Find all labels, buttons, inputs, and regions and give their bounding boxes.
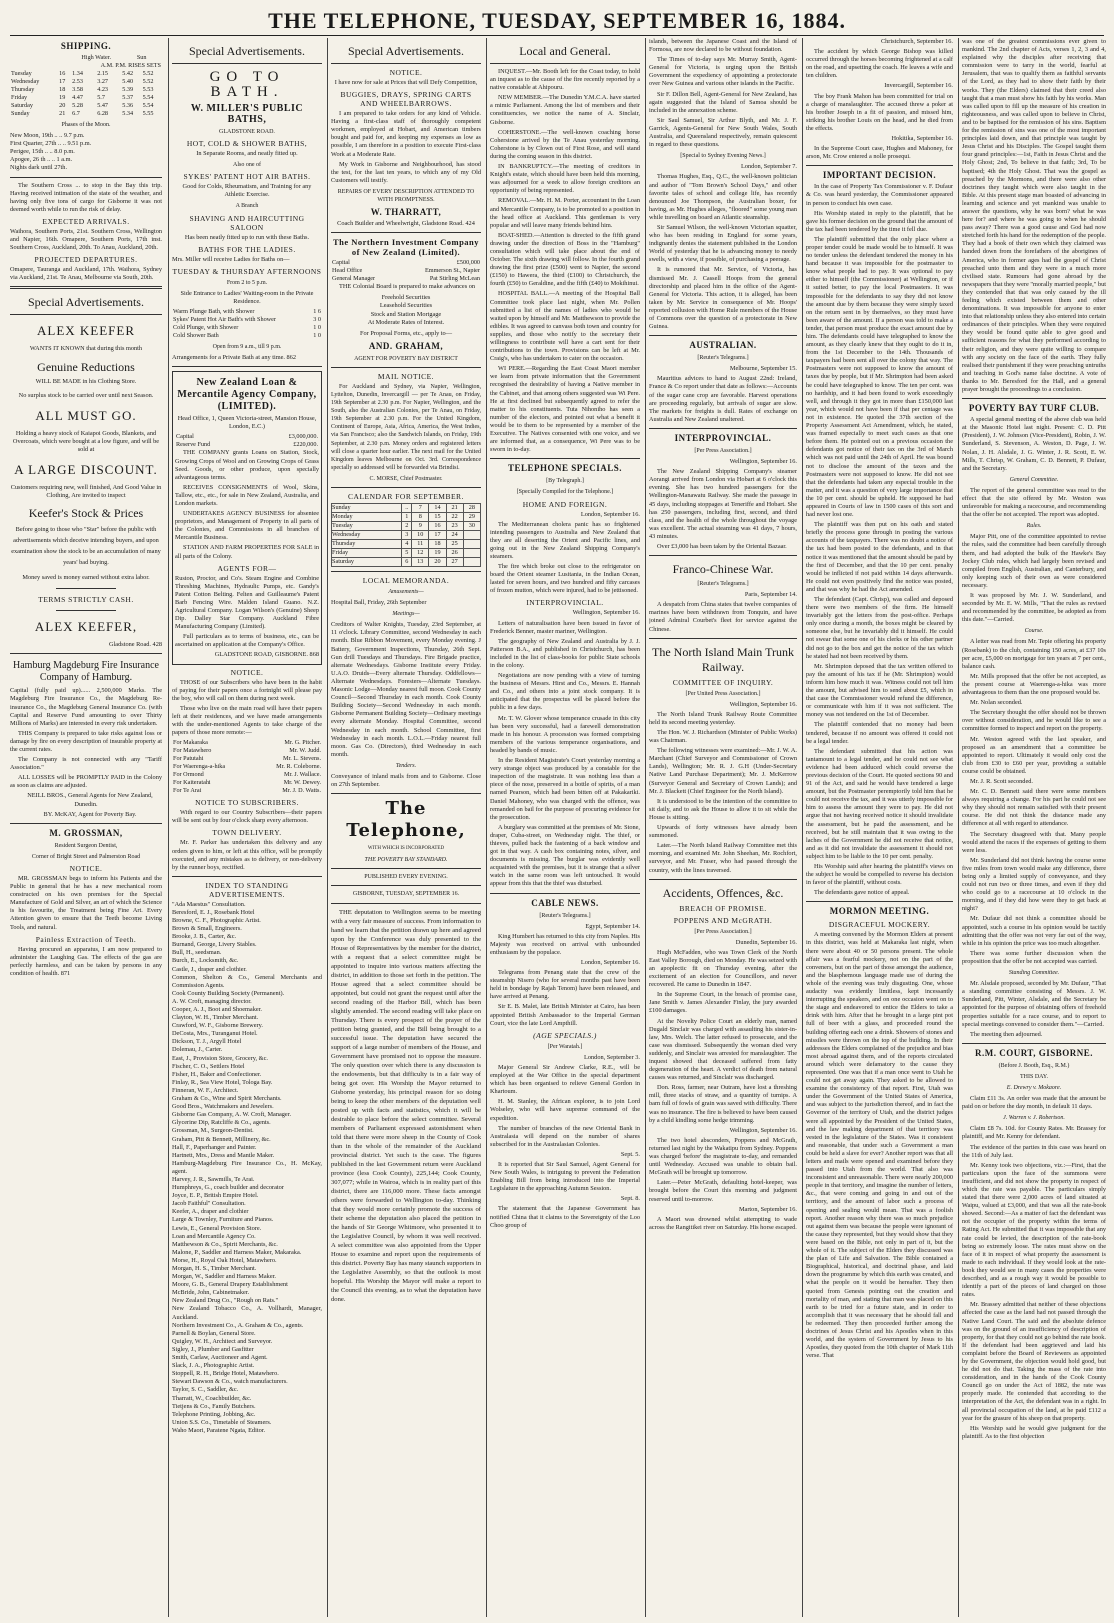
column-rule bbox=[802, 38, 803, 1617]
calendar-row-cell: 1 bbox=[402, 513, 412, 522]
calendar-row-cell: 27 bbox=[446, 558, 463, 567]
expected-heading: EXPECTED ARRIVALS. bbox=[42, 216, 130, 226]
tide-row bbox=[10, 70, 162, 78]
tide-row-cell: 16 bbox=[59, 70, 66, 77]
calendar-row bbox=[332, 540, 481, 549]
column-rule bbox=[327, 38, 328, 1617]
calendar-row-cell: Wednesday bbox=[332, 531, 402, 540]
tide-row-cell: 20 bbox=[59, 102, 66, 109]
agent-row-cell: Mr. R. Coleborne. bbox=[276, 763, 321, 771]
calendar-row-cell: 30 bbox=[463, 522, 480, 531]
index-item: Morgan, W., Saddler and Harness Maker. bbox=[172, 1273, 276, 1281]
moon-line: Nights dark until 27th. bbox=[10, 164, 68, 172]
agent-row bbox=[172, 755, 322, 763]
column-rule bbox=[958, 38, 959, 1617]
capital-row-cell: General Manager bbox=[332, 275, 376, 283]
index-item: Humphreys, G., coach builder and decorator bbox=[172, 1184, 284, 1192]
index-item: Tharratt, W., Coachbuilder, &c. bbox=[172, 1394, 252, 1402]
agent-row bbox=[172, 787, 322, 795]
special-ads-heading: Special Advertisements. bbox=[189, 44, 305, 58]
index-item: Stoppell, R. H., Bridge Hotel, Matawhero. bbox=[172, 1370, 279, 1378]
calendar-row-cell: Friday bbox=[332, 549, 402, 558]
calendar-row-cell: 14 bbox=[429, 504, 446, 513]
tide-row-cell: 5.37 bbox=[122, 94, 134, 101]
calendar-row-cell: 29 bbox=[463, 513, 480, 522]
cable-news: CABLE NEWS. bbox=[531, 897, 599, 908]
index-item: Finlay, R., Sea View Hotel, Tologa Bay. bbox=[172, 1078, 273, 1086]
all-must-go: ALL MUST GO. bbox=[35, 407, 137, 423]
tide-row-cell: 5.53 bbox=[142, 86, 154, 93]
index-item: Cooper, A. J., Boot and Shoemaker. bbox=[172, 1006, 262, 1013]
calendar-row-cell: 4 bbox=[402, 540, 412, 549]
column-2: Special Advertisements. GO TO BATH. W. MILLER'S PUBLIC BATHS, GLADSTONE ROAD. HOT, COLD & SHOWER BATHS, In Separate Rooms, and neatly fitted up. Also one of SYKES' PATENT HOT AIR BATHS. Good for Colds, Rheumatism, and Training for any Athletic Exercise. A Branch SHAVING AND HAIRCUTTING SALOON Has been neatly fitted up to run with these Baths. BATHS FOR THE LADIES. Mrs. Miller will receive Ladies for Baths on— TUESDAY & THURSDAY AFTERNOONS From 2 to 5 p.m. Side Entrance to Ladies' Waiting-room in the Private Residence. Warm Plunge Bath, with Shower 1 6 Sykes' Patent Hot Air Bath's with Shower 3 0 Cold Plunge, with Shower 1 0 Cold Shower Bath 1 0 Open from 9 a.m., till 9 p.m. Arrangements for a Private Bath at any time. 862 New Zealand Loan & Mercantile Agency Company, (LIMITED). Head Office, 1, Queen Victoria-street, Mansion House, London, E.C.) Capital £3,000,000. Reserve Fund £220,000. THE COMPANY grants Loans on Station, Stock, Growing Crops of Wool and on Growing Crops of Grass Seed. Goods, or other produce, upon specially advantageous terms. RECEIVES CONSIGNMENTS of Wool, Skins, Tallow, etc., etc., for sale in New Zealand, Australia, and London markets. UNDERTAKES AGENCY BUSINESS for absentee proprietors, and Management of Property in all parts of the Colonies, and Commissions in all branches of Mercantile Business. STATION AND FARM PROPERTIES FOR SALE in all parts of the Colony. AGENTS FOR— Ruston, Proctor, and Co's. Steam Engine and Combine Threshing Machines, Hydraulic Pumps, etc. Gandy's Patent Cotton Belting. Felten and Guilleaume's Patent Barb Fencing Wire. Malden Island Guano. N.Z. Agricultural Company. Logan Wilson's (Genuine) Sheep Dip. Dalley Star Company. Auckland Fibre Manufacturing Company (Limited). Full particulars as to terms of business, etc., can be ascertained on application at the Company's Office. GLADSTONE ROAD, GISBORNE. 868 NOTICE. THOSE of our Subscribers who have been in the habit of paying for their papers once a fortnight will please pay the boy, who will call on them during next week. Those who live on the main road will have their papers left at their residences, and we have made arrangements with the under-mentioned Agents to take charge of the papers of those more remote:— For Makaraka Mr. G. Pitcher. For Matawhero Mr. W. Judd. For Patutahi Mr. L. Stevens. For Waerenga-a-hika Mr. R. Coleborne. For Ormond Mr. J. Wallace. For Kaiteratahi Mr. W. Dewey. For Te Arai Mr. J. D. Watts. NOTICE TO SUBSCRIBERS. With regard to our Country Subscribers—their papers will be sent out by four o'clock sharp every afternoon. TOWN DELIVERY. Mr. F. Parker has undertaken this delivery and any orders given to him, or left at this office, will be promptly executed, and any mistakes as to delivery, or non-delivery by the runner boys, rectified. INDEX TO STANDING ADVERTISEMENTS. "Ada Maestus" Consultation. Beresford, E. J., Rosebank Hotel Browne, C. F., Photographic Artist. Brown & Small, Engineers. Brooke, J. B., Carter, &c. Burnand, George, Livery Stables. Bull, H., seedsman. Burch, E., Locksmith, &c. Castle, J., draper and clothier. Common, Shelton & Co., General Merchants and Commission Agents. Cook County Building Society (Permanent). A. W. Croft, managing director. Cooper, A. J., Boot and Shoemaker. Clayton, W. H., Timber Merchant. Crawford, W. F., Gisborne Brewery. DeCosta, Mrs., Turanganui Hotel. Dickson, T. J., Argyll Hotel Dolemau, J., Carter. East, J., Provision Store, Grocery, &c. Fischer, C. O., Settlers Hotel Fisher, H., Baker and Confectioner. Finlay, R., Sea View Hotel, Tologa Bay. Finneran, W. F., Architect. Graham & Co., Wine and Spirit Merchants. Good Bros., Watchmakers and Jewelers. Gisborne Gas Company, A. W. Croft, Manager. Glycerine Dip, Ratcliffe & Co., agents. Grossman, M., Surgeon-Dentist. Graham, Pitt & Bennett, Millinery, &c. Hall, F., Paperhanger and Painter. Hartnett, Mrs., Dress and Mantle Maker. Hamburg-Magdeburg Fire Insurance Co., H. McKay, agent. Harvey, J. R., Sawmills, Te Arai. Humphreys, G., coach builder and decorator Joyce, E. P., British Empire Hotel. Jacob Faithful" Consultation. Keefer, A., draper and clothier Large & Townley, Furniture and Pianos. Lewis, E., General Provision Store. Loan and Mercantile Agency Co. Matthewson & Co., Spirit Merchants, &c. Malone, P., Saddler and Harness Maker, Makaraka. Morse, H., Royal Oak Hotel, Matawhero. Morgan, H. S., Timber Merchant. Morgan, W., Saddler and Harness Maker. Moore, G. B., General Drapery Establishment McBride, John, Cabinetmaker. New Zealand Drug Co., "Rough on Rats." New Zealand Tobacco Co., A. Vollhardt, Manager, Auckland. Northern Investment Co., A. Graham & Co., agents. Parnell & Boylan, General Store. Quigley, W. H., Architect and Surveyor. Sigley, J., Plumber and Gasfitter Smith, Carlaw, Auctioneer and Agent. Slack, J. A., Photographic Artist. Stoppell, R. H., Bridge Hotel, Matawhero. Stewart Dawson & Co., watch manufacturers. Taylor, S. C., Saddler, &c. Tharratt, W., Coachbuilder, &c. Tietjens & Co., Family Butchers. Telephone Printing, Jobbing, &c. Union S.S. Co., Timetable of Steamers. Waho Maori, Paratene Ngata, Editor. bbox=[172, 44, 322, 1434]
capital-row-cell: £220,000. bbox=[293, 441, 318, 449]
tide-table: High Water. Sun A.M. P.M. RISES SETS Tuesday 16 1.34 2.15 5.42 5.52 Wednesday 17 2.53 3.27 5.40 5.52 Thursday 18 3.58 4.23 5.39 5.53 Friday 19 4.47 5.7 5.37 5.54 Saturday 20 5.28 5.47 5.36 5.54 Sunday 21 6.7 6.28 5.34 5.55 bbox=[11, 54, 161, 117]
capital-row-cell: £3,000,000. bbox=[288, 433, 318, 441]
standing-ads-index bbox=[172, 901, 322, 1435]
index-item: Brown & Small, Engineers. bbox=[172, 925, 242, 933]
index-item: Dickson, T. J., Argyll Hotel bbox=[172, 1038, 242, 1046]
index-item: McBride, John, Cabinetmaker. bbox=[172, 1289, 250, 1297]
keefer-wants: WANTS IT KNOWN that during this month bbox=[29, 345, 143, 353]
index-item: Smith, Carlaw, Auctioneer and Agent. bbox=[172, 1354, 268, 1362]
franco-chinese-heading: Franco-Chinese War. bbox=[672, 562, 774, 577]
index-item: New Zealand Tobacco Co., A. Vollhardt, Manager, Auckland. bbox=[172, 1305, 322, 1321]
index-item: Hartnett, Mrs., Dress and Mantle Maker. bbox=[172, 1151, 275, 1159]
tide-row-cell: 4.23 bbox=[97, 86, 109, 93]
agent-row-cell: Mr. W. Judd. bbox=[289, 747, 321, 755]
tide-row-cell: 21 bbox=[59, 110, 66, 117]
grossman-heading: M. GROSSMAN, bbox=[49, 827, 123, 838]
price-row-cell: 3 0 bbox=[313, 316, 321, 324]
news-item: HOSPITAL BALL.—A meeting of the Hospital Ball Committee took place last night, when Mr. Pollen submitted a list of the names of ladies who would be waited upon by himself and Mr. Matthewson to provide the edibles. It was agreed to canvass both town and country for supplies, and those who notify to the secretary their willingness to contribute will have a cart sent for their contributions to the town. Provisions can be left at Mr. Craig's, who has undertaken to cater on the occasion. bbox=[490, 290, 640, 363]
goto-bath: GO TO BATH. bbox=[209, 69, 285, 100]
index-item: Malone, P., Saddler and Harness Maker, Makaraka. bbox=[172, 1248, 302, 1256]
tide-row-cell: 3.58 bbox=[72, 86, 83, 93]
index-item: Stewart Dawson & Co., watch manufacturers. bbox=[172, 1378, 288, 1386]
agent-row-cell: For Makaraka bbox=[173, 739, 208, 747]
index-item: Browne, C. F., Photographic Artist. bbox=[172, 916, 261, 924]
agent-row bbox=[172, 763, 322, 771]
index-item: Clayton, W. H., Timber Merchant. bbox=[172, 1014, 259, 1022]
tide-row-cell: 5.55 bbox=[142, 110, 154, 117]
price-row bbox=[172, 332, 322, 340]
local-items bbox=[490, 68, 640, 454]
index-item: Keefer, A., draper and clothier bbox=[172, 1208, 249, 1216]
capital-row-cell: Capital bbox=[176, 433, 194, 441]
calendar-row-cell: 19 bbox=[429, 549, 446, 558]
tide-row-cell: 6.7 bbox=[72, 110, 80, 117]
tide-row-cell: 1.34 bbox=[72, 70, 83, 77]
tide-row-cell: 17 bbox=[59, 78, 66, 85]
expected-arrivals: Waihora, Southern Ports, 21st. Southern Cross, Wellington and Napier, 16th. Omapere, Southern Ports, 17th inst. Southern Cross, Auckland, 20th. To Anau, Auckland, 20th. bbox=[10, 227, 162, 252]
news-item: WI PERE.—Regarding the East Coast Maori member we learn from private information that the Government recognised the desirability of having a Native member in the Cabinet, and that among others suggested was Wi Pere. He at first declined but subsequently agreed to refer the matter to his constituents. Tuta Nihoniho has seen a number of the electors, and pointed out what a benefit it would be to them to be represented by a member of the Executive. The Natives consented with one voice, and we are informed that, as a consequence, Wi Pere was to be sworn in to-day. bbox=[490, 365, 640, 454]
index-item: Large & Townley, Furniture and Pianos. bbox=[172, 1216, 274, 1224]
index-item: Burnand, George, Livery Stables. bbox=[172, 941, 257, 949]
mormon-heading: MORMON MEETING. bbox=[829, 906, 930, 917]
index-item: "Ada Maestus" Consultation. bbox=[172, 900, 246, 908]
telephone-nameplate: The Telephone, bbox=[346, 798, 466, 842]
tide-row-cell: 2.15 bbox=[97, 70, 109, 77]
index-item: Hamburg-Magdeburg Fire Insurance Co., H. McKay, agent. bbox=[172, 1159, 322, 1175]
column-rule bbox=[645, 38, 646, 1617]
calendar-row-cell: 25 bbox=[446, 540, 463, 549]
calendar-row-cell: 11 bbox=[412, 540, 429, 549]
calendar-row-cell bbox=[463, 558, 480, 567]
index-item: Harvey, J. R., Sawmills, Te Arai. bbox=[172, 1175, 255, 1183]
index-item: Telephone Printing, Jobbing, &c. bbox=[172, 1410, 256, 1418]
bath-price-list bbox=[172, 308, 322, 340]
index-item: Cook County Building Society (Permanent). bbox=[172, 989, 285, 997]
calendar-row-cell: 8 bbox=[412, 513, 429, 522]
important-decision-heading: IMPORTANT DECISION. bbox=[822, 170, 937, 181]
index-item: Taylor, S. C., Saddler, &c. bbox=[172, 1386, 239, 1394]
calendar-row-cell: 13 bbox=[412, 558, 429, 567]
calendar-row-cell bbox=[463, 549, 480, 558]
capital-row bbox=[175, 441, 319, 449]
calendar-row-cell: 2 bbox=[402, 522, 412, 531]
calendar-row-cell: 26 bbox=[446, 549, 463, 558]
index-item: Matthewson & Co., Spirit Merchants, &c. bbox=[172, 1240, 278, 1248]
moon-line: Perigee, 15th .. .. 8.0 p.m. bbox=[10, 148, 75, 156]
index-item: Crawford, W. F., Gisborne Brewery. bbox=[172, 1022, 263, 1030]
index-item: New Zealand Drug Co., "Rough on Rats." bbox=[172, 1297, 279, 1305]
calendar-row-cell: Monday bbox=[332, 513, 402, 522]
calendar-row-cell: Tuesday bbox=[332, 522, 402, 531]
masthead: THE TELEPHONE, TUESDAY, SEPTEMBER 16, 1884. bbox=[268, 8, 846, 33]
index-item: Bull, H., seedsman. bbox=[172, 949, 222, 957]
tide-row-cell: 19 bbox=[59, 94, 66, 101]
column-3: Special Advertisements. NOTICE. I have now for sale at Prices that will Defy Competition, BUGGIES, DRAYS, SPRING CARTS AND WHEELBARROWS. I am prepared to take orders for any kind of Vehicle. Having a first-class staff of thoroughly competent workmen, employed at Hobart, and American timbers bought and paid for, and keeping my expenses as low as possible, I am therefore in a position to execute First-class Work at a Moderate Rate. My Work in Gisborne and Neighbourhood, has stood the test, for the last ten years, to which any of my Old Customers will testify. REPAIRS OF EVERY DESCRIPTION ATTENDED TO WITH PROMPTNESS. W. THARRATT, Coach Builder and Wheelwright, Gladstone Road. 424 The Northern Investment Company of New Zealand (Limited). Capital £500,000 Head Office Emmerson St., Napier General Manager Pat Stirling McLean THE Colonial Board is prepared to make advances on Freehold Securities Leasehold Securities Stock and Station Mortgage At Moderate Rates of Interest. For Proposal Forms, etc., apply to— AND. GRAHAM, AGENT FOR POVERTY BAY DISTRICT MAIL NOTICE. For Auckland and Sydney, via Napier, Wellington, Lyttelton, Dunedin, Invercargill — per Te Anau, on Friday, 19th September at 2.30 p.m. For Napier, Wellington, and the South, also the Australian Colonies, per Te Anau, on Friday, 19th September at 2.30 p.m. For the United Kingdom, Continent of Europe, Asia, Africa, America, the West Indies, via San Francisco; also the Sandwich Islands, on Friday, 19th September, at 2.30 p.m. Money orders and registered letters will close a quarter hour earlier. The next mail for the United Kingdom leaves Melbourne on Oct. 3rd. Correspondence specially so addressed will be forwarded via Brindisi. C. MORSE, Chief Postmaster. CALENDAR FOR SEPTEMBER. Sunday .. 7 14 21 28 Monday 1 8 15 22 29 Tuesday 2 9 16 23 30 Wednesday 3 10 17 24 Thursday 4 11 18 25 Friday 5 12 19 26 Saturday 6 13 20 27 LOCAL MEMORANDA. Amusements— Hospital Ball, Friday, 26th September Meetings— Creditors of Walter Knights, Tuesday, 23rd September, at 11 o'clock. Library Committee, second Wednesday in each month. Blue Ribbon Movement, every Monday evening. J Battery, Government Inspections, Thursday, 26th Sept. Gun drill Tuesdays and Thursdays. Fire Brigade practice, alternate Wednesdays. Gisborne Institute every Friday. U.A.O. Druids—Every alternate Thursday. Oddfellows—Alternate Wednesdays. Foresters—Alternate Tuesdays. Masonic Lodge—Monday nearest full moon. Cook County Council—Second Thursday in each month. Cook County Building Society—Second Wednesday in each month. Gisborne Permanent Building Society—Ordinary meetings every alternate Monday. Hospital Committee, second Wednesday in each month. School Committee, first Wednesday in each month. L.O.L.—Friday nearest full moon. Gas Co. (Directors), third Wednesday in each month. Tenders. Conveyance of inland mails from and to Gisborne. Close on 27th September. The Telephone, WITH WHICH IS INCORPORATED THE POVERTY BAY STANDARD. PUBLISHED EVERY EVENING. GISBORNE, TUESDAY, SEPTEMBER 16. THE deputation to Wellington seems to be meeting with a very fair measure of success. From information to hand we learn that the petition drawn up here and agreed upon by the Conference was duly presented to the House of Representatives by the member for the district, with a request that a select committee might be appointed to inquire into various matters affecting the district, in addition to those set forth in the petition. The House agreed that a select committee should be appointed, but could not grant the request until after the second reading of the Harbor Bill, which has been slightly amended. The second reading will take place on Thursday. There is every prospect of the prayer of the petition being granted, and the Bill being brought to a successful issue. The deputation have secured the support of a large number of members of the House, and Government have promised not to oppose the measure. The only question over which there is any discussion is the endowments, but that difficulty is in a fair way of being got over. His Worship the Mayor returned to Gisborne yesterday, his principal reason for so doing being to keep the other members of the deputation well posted up with facts and statistics, which it will be desirable to place before the select committee. Several members of Parliament expressed astonishment when told that there were more sheep in the County of Cook than in the whole of the remainder of the Auckland provincial district. Yet such is the case. The figures published in the last Government return were Auckland province (less Cook County), 225,144; Cook County, 307,077; while in Wairoa, which is in reality part of this district, there are 116,000 more. These facts amongst others were forwarded to Wellington to-day. Thinking that they would more certainly promote the success of their scheme the deputation also placed the petition in the hands of Sir George Whitmore, who presented it to the Legislative Council, by whom it was well received. A select committee was also appointed from the Upper House to examine and report upon the requirements of this district. Poverty Bay has many staunch supporters in the Legislative Assembly, so that the outlook is most hopeful. His Worship the Mayor will make a report to the Council this evening, as to what the deputation have done. bbox=[331, 44, 481, 1303]
capital-row-cell: Capital bbox=[332, 259, 350, 267]
tide-row-cell: Tuesday bbox=[11, 70, 32, 77]
tide-row-cell: 5.7 bbox=[97, 94, 105, 101]
calendar-row-cell: 28 bbox=[463, 504, 480, 513]
capital-row-cell: Pat Stirling McLean bbox=[429, 275, 480, 283]
calendar-row-cell: 18 bbox=[429, 540, 446, 549]
projected-heading: PROJECTED DEPARTURES. bbox=[34, 255, 138, 265]
agent-row-cell: For Kaiteratahi bbox=[173, 779, 211, 787]
capital-row-cell: Emmerson St., Napier bbox=[425, 267, 480, 275]
agent-row bbox=[172, 779, 322, 787]
index-item: Castle, J., draper and clothier. bbox=[172, 965, 247, 973]
index-item: Dolemau, J., Carter. bbox=[172, 1046, 223, 1054]
moon-line: First Quarter, 27th .. .. 9.51 p.m. bbox=[10, 140, 92, 148]
index-item: Parnell & Boylan, General Store. bbox=[172, 1329, 256, 1337]
agent-row-cell: For Patutahi bbox=[173, 755, 204, 763]
index-item: Common, Shelton & Co., General Merchants and Commission Agents. bbox=[172, 973, 322, 989]
calendar-row-cell: 17 bbox=[429, 531, 446, 540]
calendar-row-cell: 21 bbox=[446, 504, 463, 513]
index-item: Morgan, H. S., Timber Merchant. bbox=[172, 1265, 257, 1272]
capital-row-cell: £500,000 bbox=[456, 259, 480, 267]
security-item: At Moderate Rates of Interest. bbox=[367, 318, 445, 326]
tide-row-cell: 5.52 bbox=[142, 70, 154, 77]
calendar-row-cell: Saturday bbox=[332, 558, 402, 567]
tide-row-cell: 5.28 bbox=[72, 102, 83, 109]
index-item: East, J., Provision Store, Grocery, &c. bbox=[172, 1054, 268, 1062]
tide-row-cell: Thursday bbox=[11, 86, 35, 93]
moon-heading: Phases of the Moon. bbox=[61, 122, 111, 128]
tide-row bbox=[10, 78, 162, 86]
index-item: Lewis, E., General Provision Store. bbox=[172, 1224, 262, 1232]
september-calendar bbox=[331, 503, 481, 567]
calendar-row-cell bbox=[463, 531, 480, 540]
capital-row-cell: Head Office bbox=[332, 267, 363, 275]
moon-line: Apogee, 26 th .. .. 1 a.m. bbox=[10, 156, 73, 164]
leading-article: THE deputation to Wellington seems to be meeting with a very fair measure of success. From information to hand we learn that the petition drawn up here and agreed upon by the Conference was duly presented to the House of Representatives by the member for the district, with a request that a select committee might be appointed to inquire into various matters affecting the district, in addition to those set forth in the petition. The House agreed that a select committee should be appointed, but could not grant the request until after the second reading of the Harbor Bill, which has been slightly amended. The second reading will take place on Thursday. There is every prospect of the prayer of the petition being granted, and the Bill being brought to a successful issue. The deputation have secured the support of a large number of members of the House, and Government have promised not to oppose the measure. The only question over which there is any discussion is the endowments, but that difficulty is in a fair way of being got over. His Worship the Mayor returned to Gisborne yesterday, his principal reason for so doing being to keep the other members of the deputation well posted up with facts and statistics, which it will be desirable to place before the select committee. Several members of Parliament expressed astonishment when told that there were more sheep in the County of Cook than in the whole of the remainder of the Auckland provincial district. Yet such is the case. The figures published in the last Government return were Auckland province (less Cook County), 225,144; Cook County, 307,077; while in Wairoa, which is in reality part of this district, there are 116,000 more. These facts amongst others were forwarded to Wellington to-day. Thinking that they would more certainly promote the success of their scheme the deputation also placed the petition in the hands of Sir George Whitmore, who presented it to the Legislative Council, by whom it was well received. A select committee was also appointed from the Upper House to examine and report upon the requirements of this district. Poverty Bay has many staunch supporters in the Legislative Assembly, so that the outlook is most hopeful. His Worship the Mayor will make a report to the Council this evening, as to what the deputation have done. bbox=[331, 908, 481, 1303]
column-1: SHIPPING. High Water. Sun A.M. P.M. RISES SETS Tuesday 16 1.34 2.15 5.42 5.52 Wednesday 17 2.53 3.27 5.40 5.52 Thursday 18 3.58 4.23 5.39 5.53 Friday 19 4.47 5.7 5.37 5.54 Saturday 20 5.28 5.47 5.36 5.54 Sunday 21 6.7 6.28 5.34 5.55 Phases of the Moon. New Moon, 19th .. .. 9.7 p.m. First Quarter, 27th .. .. 9.51 p.m. Perigee, 15th .. .. 8.0 p.m. Apogee, 26 th .. .. 1 a.m. Nights dark until 27th. The Southern Cross ... to stop in the Bay this trip. Having received intimation of the state of the weather, and having only five tons of cargo for Gisborne it was not deemed worth while to run the risk of delay. EXPECTED ARRIVALS. Waihora, Southern Ports, 21st. Southern Cross, Wellington and Napier, 16th. Omapere, Southern Ports, 17th inst. Southern Cross, Auckland, 20th. To Anau, Auckland, 20th. PROJECTED DEPARTURES. Omapere, Tauranga and Auckland, 17th. Waihora, Sydney via Auckland, 21st. Te Anau, Melbourne via South, 20th. Special Advertisements. ALEX KEEFER WANTS IT KNOWN that during this month Genuine Reductions WILL BE MADE in his Clothing Store. No surplus stock to be carried over until next Season. ALL MUST GO. Holding a heavy stock of Kaiapoi Goods, Blankets, and Overcoats, which were bought at a low figure, and will be sold at A LARGE DISCOUNT. Customers requiring new, well finished, And Good Value in Clothing, Are invited to inspect Keefer's Stock & Prices Before going to those who "Star" before the public with advertisements which deceive intending buyers, and upon examination show the stock to be an accumulation of many years' bad buying. Money saved is money earned without extra labor. TERMS STRICTLY CASH. ALEX KEEFER, Gladstone Road. 428 Hamburg Magdeburg Fire Insurance Company of Hamburg. Capital (fully paid up)...... 2,500,000 Marks. The Magdeburg Fire Insurance Co., the Magdeburg Re-insurance Co., the Magdeburg General Insurance Co. (with Capital and Reserve Fund amounting to over Thirty Millions of Marks) are interested in every risk undertaken. THIS Company is prepared to take risks against loss or damage by fire on every description of insurable property at the current rates. The Company is not connected with any "Tariff Association." ALL LOSSES will be PROMPTLY PAID in the Colony as soon as claims are adjusted. NEILL BROS., General Agents for New Zealand, Dunedin. BY. McKAY, Agent for Poverty Bay. M. GROSSMAN, Resident Surgeon Dentist, Corner of Bright Street and Palmerston Road NOTICE. MR. GROSSMAN begs to inform his Patients and the Public in general that he has a new mechanical room constructed on his own premises for the Special Manufacture of Gold and Silver, an art of which the Science is his favourite, the Treatment being Fine Art. Every Attention given to ensure that the Teeth become Living Tools, and natural. Painless Extraction of Teeth. Having procured an apparatus, I am now prepared to administer the Laughing Gas. The effects of the gas are perfectly harmless, and can be taken by persons in any condition of health. 871 bbox=[10, 41, 162, 977]
calendar-row-cell: 23 bbox=[446, 522, 463, 531]
column-rule bbox=[486, 38, 487, 1617]
tide-row-cell: 5.54 bbox=[142, 102, 154, 109]
capital-row-cell: Reserve Fund bbox=[176, 441, 211, 449]
security-item: Freehold Securities bbox=[381, 294, 431, 302]
tide-row-cell: 5.36 bbox=[122, 102, 134, 109]
calendar-row-cell: 15 bbox=[429, 513, 446, 522]
price-row-cell: 1 0 bbox=[313, 332, 321, 340]
index-item: Burch, E., Locksmith, &c. bbox=[172, 957, 239, 965]
tide-row-cell: 2.53 bbox=[72, 78, 83, 85]
price-row bbox=[172, 316, 322, 324]
tide-row-cell: 18 bbox=[59, 86, 66, 93]
index-item: Union S.S. Co., Timetable of Steamers. bbox=[172, 1418, 272, 1426]
telephone-specials: TELEPHONE SPECIALS. bbox=[507, 463, 623, 474]
calendar-row bbox=[332, 522, 481, 531]
agent-row-cell: Mr. J. Wallace. bbox=[283, 771, 321, 779]
accidents-heading: Accidents, Offences, &c. bbox=[662, 885, 784, 900]
index-item: Finneran, W. F., Architect. bbox=[172, 1086, 239, 1094]
column-6: Christchurch, September 16. The accident by which George Bishop was killed occurred through the horses becoming frightened at a calf on the road, and upsetting the coach. He leaves a wife and ten children. Invercargill, September 16. The boy Frank Mahon has been committed for trial on a charge of manslaughter. The accused threw a poker at his brother Joseph in a fit of passion, and missed him, striking his brother Louis on the head, and he died from the effects. Hokitika, September 16. In the Supreme Court case, Hughes and Mahoney, for arson, Mr. Crow entered a nolle prosequi. IMPORTANT DECISION. In the case of Property Tax Commissioner v. F. Dufaur & Co. was heard yesterday, the Commissioner appeared in person to conduct his own case. His Worship stated in reply to the plaintiff, that he gave his former decision on the ground that the amount of the tax had been tendered by the time it fell due. The plaintiff submitted that the only place where a proper tender could be made would be to himself. It was no tender unless the defendant tendered the money in his hand because it was impossible for the postmaster to know what people had to pay. It was optional to pay either to himself (the Commissioner) at Wellington, or if it suited better, to pay the local Postmasters. It was impossible for the defendants to say they did not know the amount due by them because they were simply taxed on the return sent in by themselves, so they must have been aware of the amount. If a person was told to make a tender, that person must produce the exact amount due by him. The defendants could have telegraphed to know the amount, as they clearly knew that they ought to do it in, from the 1st December to the 14th. Thousands of taxpayers had been sent all over the colony that way. The Postmasters were not supposed to know the amount of taxes due by people, but if Mr. Shrimpton had been asked he could have telegraphed to know. The ten per cent. was no hardship, and it had been found to work exceedingly well, and through it they got in more than £150,000 last year, which would not have been if that per centage was not in existence. He quoted the 37th section of the Property Assessment Act Amendment, which, he stated, was framed especially to meet such cases as that one before them. He pointed out on a previous occasion the defendants got notice of their tax on the 3rd of March which was not paid until the 24th of April. He was bound not to disclose the amount of the taxes and the Postmasters were not supposed to know. He did not see that the defendants had taken any especial trouble in the matter, and it was a question of very large importance that the 10 per cent. should be upheld. He supposed he had appeared in Courts of law in 1500 cases of this sort and had never lost one. The plaintiff was then put on his oath and stated briefly the process gone through in posting the various accounts of the taxpayers. There was no doubt a notice of the tax had been posted to the defendants, and in that notice it was mentioned that the amount should be paid by the first of December, and that the 10 per cent. penalty would be inflicted if not paid within 14 days afterwards. He could not even positively find the notice was posted, and that was why he had the Act amended. The defendant (Capt. Chrisp), was called and deposed there were two members of the firm. He himself invariably got the letters from the post-office. Perhaps only once during a month, the boxes might be cleared by someone else, but he invariably did it himself. He could not swear that some one of his clerks or his other partner did not go to the box and get the notice of the tax which he stated had not been received by them. Mr. Shrimpton deposed that the tax written offered to pay the amount of his tax if he (Mr. Shrimpton) would inform him how much it was. Witness could not tell him the amount, but advised him to send about £5, which in that case the Commissioner would refund the difference, or communicate with him if it was not sufficient. The money was not tendered on the 1st of December. The plaintiff contended that no money had been tendered, because if no amount was offered it could not be a legal tender. The defendant submitted that his action was tantamount to a legal tender, and he could not see what evidence had been adduced which could reverse the previous decision of the Court. He quoted sections 90 and 91 of the Act, and said he would have tendered a large amount, but the Postmaster peremptorily told him that he could not receive the tax, and it was utterly impossible for him to assess the amount they were to pay. He did not argue that not having received notice it should invalidate the assessment, but he paid the assessment, and he received, but he still maintain that it was owing to the laches of the Government he did not receive that notice, and as it did not invalidate the assessment it should not subject him to be liable to the 10 per cent. penalty. His Worship said after hearing the plaintiff's views on the subject he would be compelled to reverse his decision in favor of the plaintiff, without costs. The defendants gave notice of appeal. MORMON MEETING. DISGRACEFUL MOCKERY. A meeting convened by the Mormon Elders at present in this district, was held at Makaraka last night, when there were about 40 or 50 persons present. The whole affair was a fearful mockery, not on the part of the conveners, but on the part of those amongst the audience, and the blasphemous language made use of during the whole of the evening was truly disgusting. One, whose audacity was evidently limitless, kept incessantly interrupting the speakers, and on one occasion went on to the stage and endeavored to entice the Elders to take a drink with him. After that he brought in a large pint pot full of beer with a glass, and proceeded round the building offering each one a drink. Showers of stones and missiles were thrown on the top of the building. In their addresses the Elders complained of the prejudice and bias most abroad against them, and of the reports circulated around which were defamatory to the cause they represented. One was that if a man once went to Utah he could not get away again. They asked to be allowed to examine the consistency of that report. First, Utah was under the Government of the United States of America, and was subject to the jurisdiction thereof, and in fact the Governor of the territory of Utah, and the district judges were all appointed by the President of the United States, and the law making department of that territory was vested in the legislature of the States. Was it consistent and reasonable, that under such a Government a man could be held a slave for ever? Another report was that all letters and mails were opened and examined before they passed into Utah from the world. That also was inconsistent and unreasonable. There were nearly 200,000 people in that territory, and imagine the number of letters, &c., that were coming and going in and out of the territory, and the amount of labor such a process of opening and sealing would mean. That was a foolish report. Another reason why there was so much prejudice out against them was because the people were ignorant of the cause they represented, but they would show that they were based on the Bible, not only in part of it, but the whole of it. The subject of the Elders they discussed was the plan of Life and Salvation. The Bible contained a Biographical, historical, and doctrinal phase, and laid down the programme by which this earth was created, and what the people on it would be hereafter. They then quoted from Genesis pointing out the creation and mortality of man, and stating that man was placed on this earth to be tried for a future state, and in order to accomplish that it was necessary that he should fall and be redeemed. They then proceeded further among the doctrines of Jesus Christ and his Apostles when in this world, and the system of Government by Jesus to his Apostles, they quoted from the 10th chapter of Mark 11th verse. That bbox=[806, 38, 953, 1360]
agents-list bbox=[172, 739, 322, 795]
calendar-row-cell: 20 bbox=[429, 558, 446, 567]
agent-row-cell: Mr. L. Stevens. bbox=[283, 755, 321, 763]
column-7: was one of the greatest commissions ever given to mankind. The 2nd chapter of Acts, verses 1, 2, 3 and 4, explained why the disciples after receiving that commission were to tarry in the world, fearful at Jerusalem, that was to qualify them as faithful servants of the Lord, as they had to show their faith by their works. They (the Elders) claimed that their creed also taught that a man must show his faith by his works. Man was called upon to fill up the measure of his creation in righteousness, and was called upon to believe in Christ, and to be baptised for the remission of his sins. Baptism for the remission of sins was one of the most important principles laid down, and that principle was taught by Jesus Christ and his Disciples. The Gospel taught them four grand principles:—1st, Faith in Jesus Christ and the Holy Ghost; 2nd, To believe in that faith; 3rd, To be baptised; 4th the Holy Ghost. That was the gospel as preached by the Mormons, and there were also other doctrines they taught which were also taught in the Bible. At this present stage man boasted of advancing in learning and science and yet mankind was unable to answer the questions, why he was born? what he was here for? and where he was going to when he should pass away? There was a good cause and God had now stretched forth his hand for the redemption of the people. They had a book of their own which they claimed was handed down from the forefathers of the aborigines of America, who in former ages had the gospel of Christ preached unto them and they were in a much more civilised state. Rumours had gone abroad by the newspapers that they were "morally married people," but they contended that that was only caused by the ill feeling which existed between them and other denominations. It was impossible for anyone to enter into that relationship unless they also entered into certain ordinances of their principles. When they were required they would be found quite able to give good and sufficient reasons for what they performed according to their religion, and they were quite willing to compare with any society on the face of the earth. They fully realised their punishment if they were preaching untruths and teaching in God's name false doctrine. A vote of thanks to Mr. Beresford for the Hall, and a general prayer brought the proceedings to a conclusion. POVERTY BAY TURF CLUB. A special general meeting of the above club was held at the Masonic Hotel last night. Present: C. D. Pitt (President), J. W. Johnson (Vice-President), Robin, J. W. Sunderland, S. Stevenson, A. Weston, D. Page, J. W. Nolan, J. H. Alsdale, J. G. Winter, J. R. Scott, E. W. Mills, T. Chrisp, W. Graham, C. D. Bennett, P. Dufaur, and the Secretary. General Committee. The report of the general committee was read to the effect that the site offered by Mr. Weston was unfavorable for making a racecourse, and recommending that the offer be not accepted. The report was adopted. Rules. Major Pitt, one of the committee appointed to revise the rules, said the committee had been carefully through them, and had adopted the bulk of the Hawke's Bay Jockey Club rules, which had largely been revised and compiled from English, Australian, and Canterbury, and only keeping such of their own as were considered necessary. It was proposed by Mr. J. W. Sunderland, and seconded by Mr. E. W. Mills, "That the rules as revised and recommended by the committee, be adopted as from this date."—Carried. Course. A letter was read from Mr. Tepie offering his property (Rosebank) to the club, containing 150 acres, at £37 10s per acre, £5,000 on mortgage for ten years at 7 per cent., balance cash. Mr. Mills proposed that the offer be not accepted, as the present course at Waerenga-a-hika was more advantageous to them than the one proposed would be. Mr. Nolan seconded. The Secretary thought the offer should not be thrown over without consideration, and he would like to see a committee formed to inspect and report on the property. Mr. Weston agreed with the last speaker, and proposed as an amendment that a committee be appointed to report. Ultimately it would only cost the club from £30 to £60 per year, providing a suitable course could be obtained. Mr. J. R. Scott seconded. Mr. C. D. Bennett said there were some members always requiring a change. For his part he could not see why they should not remain satisfied with their present course. He did not think the distance made any difference at all with regard to attendance. The Secretary disagreed with that. Many people would attend the races if the expenses of getting to them were less. Mr. Sunderland did not think having the course some five miles from town would make any difference, there being only a limited supply of conveyance, and they could not run two or three times, and even if they did who could go to a racecourse at 10 o'clock in the morning, and if they did how were they to get back at night? Mr. Dufaur did not think a committee should be appointed, such a course in his opinion would be tacitly admitting that the offer was not very far out of the way, while in his opinion the price was too much altogether. There was some further discussion when the proposition that the offer be not accepted was carried. Standing Committee. Mr. Alsdale proposed, seconded by Mr. Dufaur, "That a standing committee consisting of Messrs. J. W. Sunderland, Pitt, Winter, Alsdale, and the Secretary be appointed for the purpose of obtaining offers of freehold properties suitable for a race course, and to report to special meetings convened to consider them."—Carried. The meeting then adjourned. R.M. COURT, GISBORNE. (Before J. Booth, Esq., R.M.) THIS DAY. E. Drewry v. Mokaore. Claim £11 3s. An order was made that the amount be paid on or before the day month, in default 11 days. J. Warren v. J. Robertson. Claim £8 7s. 10d. for County Rates. Mr. Brassey for plaintiff, and Mr. Kenny for defendant. The evidence of the parties in this case was heard on the 11th of July last. Mr. Kenny took two objections, viz.:—First, that the particulars upon the face of the summons were insufficient, and did not show the property in respect of which the rate was payable. The particulars simply stated that there were 2,000 acres of land situated at Waipu, valued at £3,000, and that was all the rate-book showed. Second:—As a matter of fact the defendant was not the occupier of the property within the terms of Rating Act. He submitted that it was impossible that any rate could be levied, the description of the rate-book being so extremely loose. The rates must show on the face of it in respect of what property the assessment is made to each individual. If they would look at the rate-book they would see in many cases the properties were described, and as a rough way it would be possible to identify a part of the pieces of land charged on those rates. Mr. Brassey admitted that neither of these objections affected the case as the land had not passed through the Native Land Court. The said and the absolute defence was on the ground of an insufficiency of description of property, for that they could not go behind the rate book. If the defendant had been aggrieved and laid his complaint before the Board of Reviewers as appointed by the Government, the objection would hold good, but he did not do that. Taking the mass of the rate into consideration, and in the hands of the Cook County Council go on under the Act of 1882, the rate was properly made. He contended that according to the interpretation of the Act, the defendant was in a right. In all provincial occupation of the land, at he paid £112 a year for the grasure of his sheep on that property. His Worship said he would give judgment for the plaintiff. As to the first objection bbox=[962, 38, 1106, 1440]
northern-heading: The Northern Investment Company of New Zealand (Limited). bbox=[332, 237, 480, 258]
tide-row-cell: Saturday bbox=[11, 102, 33, 109]
capital-row bbox=[331, 275, 481, 283]
tide-row-cell: 4.47 bbox=[72, 94, 83, 101]
tide-row-cell: 5.42 bbox=[122, 70, 134, 77]
index-item: Jacob Faithful" Consultation. bbox=[172, 1200, 246, 1208]
hamburg-heading: Hamburg Magdeburg Fire Insurance Company of Hamburg. bbox=[13, 660, 159, 684]
tide-row-cell: Sunday bbox=[11, 110, 30, 117]
index-item: Tietjens & Co., Family Butchers. bbox=[172, 1402, 256, 1410]
keefer-name: ALEX KEEFER bbox=[36, 323, 136, 339]
large-discount: A LARGE DISCOUNT. bbox=[14, 461, 158, 477]
capital-row bbox=[331, 267, 481, 275]
index-item: Grossman, M., Surgeon-Dentist. bbox=[172, 1127, 254, 1135]
tide-row-cell: 6.28 bbox=[97, 110, 109, 117]
index-item: Waho Maori, Paratene Ngata, Editor. bbox=[172, 1426, 266, 1434]
terms-cash: TERMS STRICTLY CASH. bbox=[38, 595, 134, 605]
tide-row bbox=[10, 86, 162, 94]
index-item: Graham, Pitt & Bennett, Millinery, &c. bbox=[172, 1135, 271, 1143]
tide-row-cell: Wednesday bbox=[11, 78, 40, 85]
calendar-row-cell: 12 bbox=[412, 549, 429, 558]
index-item: A. W. Croft, managing director. bbox=[172, 997, 252, 1005]
calendar-row-cell bbox=[463, 540, 480, 549]
dateline: GISBORNE, TUESDAY, SEPTEMBER 16. bbox=[352, 891, 460, 898]
calendar-row bbox=[332, 531, 481, 540]
calendar-row bbox=[332, 558, 481, 567]
index-item: Quigley, W. H., Architect and Surveyor. bbox=[172, 1337, 273, 1345]
calendar-row bbox=[332, 549, 481, 558]
calendar-row bbox=[332, 513, 481, 522]
keefer-stock: Keefer's Stock & Prices bbox=[28, 506, 144, 521]
agent-row-cell: For Waerenga-a-hika bbox=[173, 763, 226, 771]
price-row-cell: 1 0 bbox=[313, 324, 321, 332]
northern-capital bbox=[331, 259, 481, 283]
masthead-rule bbox=[10, 35, 1104, 36]
calendar-row bbox=[332, 504, 481, 513]
tide-row bbox=[10, 110, 162, 118]
news-item: NEW MEMBER.—The Dunedin Y.M.C.A. have started a mimic Parliament. Among the list of members and their constituencies, we notice the name of A. Sinclair, Gisborne. bbox=[490, 94, 640, 126]
news-item: COHERSTONE.—The well-known coaching horse Coherstone arrived by the Te Anau yesterday morning. Coherstone is by Clown out of First Rose, and will stand during the coming season in this district. bbox=[490, 128, 640, 160]
index-item: Hall, F., Paperhanger and Painter. bbox=[172, 1143, 257, 1151]
calendar-row-cell: Thursday bbox=[332, 540, 402, 549]
agent-row-cell: Mr. J. D. Watts. bbox=[282, 787, 321, 795]
calendar-row-cell: 6 bbox=[402, 558, 412, 567]
calendar-row-cell: 16 bbox=[429, 522, 446, 531]
price-row-cell: Cold Plunge, with Shower bbox=[173, 324, 239, 332]
capital-row bbox=[175, 433, 319, 441]
local-general-heading: Local and General. bbox=[519, 44, 611, 58]
nz-capital-table bbox=[175, 433, 319, 449]
index-item: Brooke, J. B., Carter, &c. bbox=[172, 933, 237, 941]
index-item: Beresford, E. J., Rosebank Hotel bbox=[172, 908, 255, 916]
index-item: Fisher, H., Baker and Confectioner. bbox=[172, 1070, 262, 1078]
column-rule bbox=[168, 38, 169, 1617]
index-item: DeCosta, Mrs., Turanganui Hotel. bbox=[172, 1030, 258, 1038]
column-4: Local and General. INQUEST.—Mr. Booth left for the Coast today, to hold an inquest as to the cause of the fire recently reported by a native constable at Ahipouru. NEW MEMBER.—The Dunedin Y.M.C.A. have started a mimic Parliament. Among the list of members and their constituencies, we notice the name of A. Sinclair, Gisborne. COHERSTONE.—The well-known coaching horse Coherstone arrived by the Te Anau yesterday morning. Coherstone is by Clown out of First Rose, and will stand during the coming season in this district. IN BANKRUPTCY.—The meeting of creditors in Knight's estate, which should have been held this morning, was adjourned for a week to allow foreign creditors an opportunity of being represented. REMOVAL.—Mr. H. M. Porter, accountant in the Loan and Mercantile Company, is to be promoted to a position in the head office at Auckland. This gentleman is very popular and will leave many friends behind him. BOAT-SHED.—Attention is directed to the fifth grand drawing under the direction of Boss in the "Hamburg" consultation which will take place about the end of October. The sixth drawing will follow. In the fourth grand drawing the first prize (£500) went to Napier, the second (£150) to Hawera, the third (£100) to Christchurch, the fourth (£50) to Geraldine, and the fifth (£40) to Mokihinui. HOSPITAL BALL.—A meeting of the Hospital Ball Committee took place last night, when Mr. Pollen submitted a list of the names of ladies who would be waited upon by himself and Mr. Matthewson to provide the edibles. It was agreed to canvass both town and country for supplies, and those who notify to the secretary their willingness to contribute will have a cart sent for their contributions to the town. Provisions can be left at Mr. Craig's, who has undertaken to cater on the occasion. WI PERE.—Regarding the East Coast Maori member we learn from private information that the Government recognised the desirability of having a Native member in the Cabinet, and that among others suggested was Wi Pere. He at first declined but subsequently agreed to refer the matter to his constituents. Tuta Nihoniho has seen a number of the electors, and pointed out what a benefit it would be to them to be represented by a member of the Executive. The Natives consented with one voice, and we are informed that, as a consequence, Wi Pere was to be sworn in to-day. TELEPHONE SPECIALS. [By Telegraph.] [Specially Compiled for the Telephone.] HOME AND FOREIGN. London, September 16. The Mediterranean cholera panic has so frightened intending passengers to Australia and New Zealand that they are all deserting the Orient and Pacific lines, and going out in the New Zealand Shipping Company's steamers. The fire which broke out close to the refrigerator on board the Orient steamer Lusitania, in the Indian Ocean, lasted for seven hours, and two hundred and fifty carcases of frozen mutton, which were injured, had to be jettisoned. INTERPROVINCIAL. Wellington, September 16. Letters of naturalisation have been issued in favor of Frederick Benner, master mariner, Wellington. The geography of New Zealand and Australia by J. J. Patterson B.A., and published in Christchurch, has been included in the list of class-books for public State schools in the colony. Negotiations are now pending with a view of turning the business of Messrs. Hirst and Co., Messrs. E. Hannah and Co., and others into a joint stock company. It is anticipated that the prospectus will be placed before the public in a few days. Mr. T. W. Glover whose temperance crusade in this city has been very successful, had a farewell demonstration made in his honour. A procession was formed comprising members of the various temperance organisations, and headed by bands of music. In the Resident Magistrate's Court yesterday morning a very strange object was produced by a constable for the inspection of the magistrate. It was nothing less than a piece of the nose, preserved in a bottle of spirits, of a man named Pearson, which had been bitten off at Pakakariki. Daniel Mahoney, who was charged with the offence, was remanded on bail for the purpose of procuring evidence for the prosecution. A burglary was committed at the premises of Mr. Stone, draper, Cuba-street, on Wednesday night. The thief, or thieves, pulled back the fastening of a back window and got in that way. A cash box containing notes, silver, and documents is missing. The burglar was evidently well acquainted with the premises, but it is strange that a silver watch in the same room was left untouched. It would appear from this that the thief was disturbed. CABLE NEWS. [Reuter's Telegrams.] Egypt, September 14. King Humbert has returned to this city from Naples. His Majesty was received on arrival with unbounded enthusiasm by the populace. London, September 16. Telegrams from Penang state that the crew of the steamship Nisero (who for several months past have been held in bondage by Rajah Tenom) have been released, and have arrived at Penang. Sir E. B. Malet, late British Minister at Cairo, has been appointed British Ambassador to the Imperial German Court, vice the late Lord Ampthill. (AGE SPECIALS.) [Per Waratah.] London, September 3. Major General Sir Andrew Clarke, R.E., will be employed at the War Office in the special department which has been organised to relieve General Gordon in Khartoum. H. M. Stanley, the African explorer, is to join Lord Wolseley, who will have supreme command of the expedition. The number of branches of the new Oriental Bank in Australasia will depend on the number of shares subscribed for in the Australasian Colonies. Sept. 5. It is reported that Sir Saul Samuel, Agent General for New South Wales, is intriguing to prevent the Federation Enabling Bill from being introduced into the Imperial Legislature in the approaching Autumn Session. Sept. 8. The statement that the Japanese Government has notified China that it claims to the Sovereignty of the Loo Choo group of bbox=[490, 44, 640, 1229]
tide-row-cell: Friday bbox=[11, 94, 28, 101]
price-row-cell: Cold Shower Bath bbox=[173, 332, 219, 340]
index-item: Fischer, C. O., Settlers Hotel bbox=[172, 1062, 245, 1070]
tide-row-cell: 5.39 bbox=[122, 86, 134, 93]
index-item: Joyce, E. P., British Empire Hotel. bbox=[172, 1192, 259, 1200]
price-row bbox=[172, 308, 322, 316]
tide-row-cell: 3.27 bbox=[97, 78, 109, 85]
genuine-reductions: Genuine Reductions bbox=[37, 359, 135, 374]
steam-note: The Southern Cross ... to stop in the Bay this trip. Having received intimation of the state of the weather, and having only five tons of cargo for Gisborne it was not deemed worth while to run the risk of delay. bbox=[10, 181, 162, 213]
security-item: Stock and Station Mortgage bbox=[370, 310, 442, 318]
rm-court-heading: R.M. COURT, GISBORNE. bbox=[974, 1047, 1094, 1058]
security-item: Leasehold Securities bbox=[379, 302, 433, 310]
calendar-row-cell: 24 bbox=[446, 531, 463, 540]
price-row-cell: Sykes' Patent Hot Air Bath's with Shower bbox=[173, 316, 276, 324]
tide-row bbox=[10, 94, 162, 102]
index-item: Moore, G. B., General Drapery Establishment bbox=[172, 1281, 288, 1289]
agent-row-cell: For Te Arai bbox=[173, 787, 202, 795]
projected-departures: Omapere, Tauranga and Auckland, 17th. Waihora, Sydney via Auckland, 21st. Te Anau, Melbourne via South, 20th. bbox=[10, 266, 162, 282]
index-item: Slack, J. A., Photographic Artist. bbox=[172, 1362, 255, 1370]
agent-row-cell: Mr. W. Dewey. bbox=[283, 779, 321, 787]
nz-loan-heading: New Zealand Loan & Mercantile Agency Company, (LIMITED). bbox=[177, 377, 317, 413]
trunk-railway-heading: The North Island Main Trunk Railway. bbox=[652, 644, 794, 674]
moon-phases bbox=[10, 132, 162, 172]
agent-row bbox=[172, 739, 322, 747]
calendar-row-cell: 3 bbox=[402, 531, 412, 540]
news-item: BOAT-SHED.—Attention is directed to the fifth grand drawing under the direction of Boss in the "Hamburg" consultation which will take place about the end of October. The sixth drawing will follow. In the fourth grand drawing the first prize (£500) went to Napier, the second (£150) to Hawera, the third (£100) to Christchurch, the fourth (£50) to Geraldine, and the fifth (£40) to Mokihinui. bbox=[490, 231, 640, 288]
moon-line: New Moon, 19th .. .. 9.7 p.m. bbox=[10, 132, 85, 140]
tide-row-cell: 5.54 bbox=[142, 94, 154, 101]
news-item: REMOVAL.—Mr. H. M. Porter, accountant in the Loan and Mercantile Company, is to be promoted to a position in the head office at Auckland. This gentleman is very popular and will leave many friends behind him. bbox=[490, 197, 640, 229]
index-item: Gisborne Gas Company, A. W. Croft, Manager. bbox=[172, 1111, 292, 1119]
calendar-row-cell: 7 bbox=[412, 504, 429, 513]
special-ads-heading: Special Advertisements. bbox=[28, 295, 144, 310]
index-item: Northern Investment Co., A. Graham & Co., agents. bbox=[172, 1321, 304, 1329]
tide-row bbox=[10, 102, 162, 110]
news-item: INQUEST.—Mr. Booth left for the Coast today, to hold an inquest as to the cause of the fire recently reported by a native constable at Ahipouru. bbox=[490, 68, 640, 92]
keefer-name-2: ALEX KEEFER, bbox=[34, 619, 138, 635]
news-item: IN BANKRUPTCY.—The meeting of creditors in Knight's estate, which should have been held this morning, was adjourned for a week to allow foreign creditors an opportunity of being represented. bbox=[490, 163, 640, 195]
calendar-row-cell: 9 bbox=[412, 522, 429, 531]
capital-row bbox=[331, 259, 481, 267]
calendar-row-cell: 10 bbox=[412, 531, 429, 540]
tide-row-cell: 5.34 bbox=[122, 110, 134, 117]
calendar-row-cell: Sunday bbox=[332, 504, 402, 513]
index-item: Sigley, J., Plumber and Gasfitter bbox=[172, 1345, 254, 1353]
agent-row-cell: For Ormond bbox=[173, 771, 204, 779]
tide-row-cell: 5.40 bbox=[122, 78, 134, 85]
agent-row-cell: Mr. G. Pitcher. bbox=[284, 739, 321, 747]
index-item: Glycerine Dip, Ratcliffe & Co., agents. bbox=[172, 1119, 271, 1127]
agent-row-cell: For Matawhero bbox=[173, 747, 212, 755]
calendar-row-cell: .. bbox=[402, 504, 412, 513]
special-ads-heading: Special Advertisements. bbox=[348, 44, 464, 58]
tide-row-cell: 5.52 bbox=[142, 78, 154, 85]
price-row-cell: 1 6 bbox=[313, 308, 321, 316]
agent-row bbox=[172, 771, 322, 779]
column-5: islands, between the Japanese Coast and the Island of Formosa, are now declared to be without foundation. The Times of to-day says Mr. Murray Smith, Agent-General for Victoria, is urging upon the British Government the expediency of appointing a protectorate over New Guinea and various other islands in the Pacific. Sir F. Dillon Bell, Agent-General for New Zealand, has again suggested that the Island of Samoa should be included in the annexation scheme. Sir Saul Samuel, Sir Arthur Blyth, and Mr. J. F. Garrick, Agents-General for New South Wales, South Australia, and Queensland respectively, remain quiescent in regard to these questions. [Special to Sydney Evening News.] London, September 7. Thomas Hughes, Esq., Q.C., the well-known politician and author of "Tom Brown's School Days," and other favorite tales of school and college life, has recently denounced Joe Thompson, the Australian boxer, for having, as Mr. Hughes alleges, "floored" some young man while travelling on board an Atlantic steamship. Sir Samuel Wilson, the well-known Victorian squatter, who has been residing in England for some years, indignantly denies the statement published in the London World of yesterday that he is advancing money to needy swells, with a view, if possible, of purchasing a peerage. It is rumored that Mr. Service, of Victoria, has dismissed Mr. J. Cassell Hoops from the general directorship and placed him in the office of the Agent-General for Victoria. This action, it is alleged, has been taken by Mr. Service in consequence of Mr. Hoops' reported collusion with Home Rule members of the House of Commons over the question of a protectorate in New Guinea. AUSTRALIAN. [Reuter's Telegrams.] Melbourne, September 15. Mauritius advices to hand to August 22nd: Ireland, France & Co report under that date as follows:—Accounts of the sugar cane crop are favorable. Harvest operations are proceeding regularly, but arrivals of sugar are slow. The markets for freights is dull. Rates of exchange on Australia and New Zealand unaltered. INTERPROVINCIAL. [Per Press Association.] Wellington, September 16. The New Zealand Shipping Company's steamer Aorangi arrived from London via Hobart at 6 o'clock this evening. She has two hundred passengers for the Wellington-Manawatu Railway. She made the passage in 45 days, including stoppages at Teneriffe and Hobart. She has 250 passengers, including first, second, and third class, and the health of the whole throughout the voyage was excellent. The actual steaming was 41 days, 7 hours, 43 minutes. Over £3,000 has been taken by the Oriental Bazaar. Franco-Chinese War. [Reuter's Telegrams.] Paris, September 14. A despatch from China states that twelve companies of marines have been withdrawn from Tonquin, and have joined Admiral Courbet's fleet for service against the Chinese. The North Island Main Trunk Railway. COMMITTEE OF INQUIRY. [Per United Press Association.] Wellington, September 16. The North Island Trunk Railway Route Committee held its second meeting yesterday. The Hon. W. J. Richardson (Minister of Public Works) was Chairman. The following witnesses were examined:—Mr. J. W. A. Marchant (Chief Surveyor and Commissioner of Crown Lands), Wellington; Mr. R. J. G.H (Under-Secretary Native Land Purchase Department); Mr. J. McKerrow (Surveyor General and Secretary of Crown Lands); and Mr. J. Blackett (Chief Engineer for the North Island). It is understood to be the intention of the committee to sit daily, and to ask the House to allow it to sit while the House is sitting. Upwards of forty witnesses have already been summoned. Later.—The North Island Railway Committee met this morning, and examined Mr. John Sheehan, Mr. Rochfort, surveyor, and Mr. Fraser, who had passed through the country, with the lines traversed. Accidents, Offences, &c. BREACH OF PROMISE. POPPENS AND McGRATH. [Per Press Association.] Dunedin, September 16. Hugh McFadden, who was Town Clerk of the North East Valley Borough, died on Monday. He was seized with an apoplectic fit on Thursday evening, after the excitement of an election for Councillors, and never recovered. He came to Dunedin in 1847. In the Supreme Court, in the breach of promise case, Jane Smith v. James Alexander Finlay, the jury awarded £100 damages. At the Novelty Police Court an elderly man, named Dugald Sinclair was charged with assaulting his sister-in-law, Mrs. Welch. The latter refused to prosecute, and the case was dismissed. Subsequently the woman died very suddenly, and Sinclair was arrested for manslaughter. The inquest showed that deceased suffered from fatty degeneration of the heart. A verdict of death from natural causes was returned, and Sinclair was discharged. Don. Ross, farmer, near Outram, have lost a threshing mill, three stacks of straw, and a quantity of turnips. A barn full of fowls of grain was saved with difficulty. There was no insurance. The fire is believed to have been caused by a child kindling some hedge trimming. Wellington, September 16. The two hotel absconders, Poppens and McGrath, returned last night by the Wakatipu from Sydney. Poppens was charged 'before' the magistrate to-day, and remanded until Wednesday. Accused was unable to obtain bail. McGrath will be brought up tomorrow. Later.—Peter McGrath, defaulting hotel-keeper, was brought before the Court this morning and judgment reserved until to-morrow. Marton, September 16. A Maori was drowned whilst attempting to wade across the Rangitikei river on Saturday. His horse escaped. bbox=[649, 38, 797, 1231]
calendar-row-cell: 22 bbox=[446, 513, 463, 522]
price-row-cell: Warm Plunge Bath, with Shower bbox=[173, 308, 255, 316]
price-row bbox=[172, 324, 322, 332]
tide-row-cell: 5.47 bbox=[97, 102, 109, 109]
agent-row bbox=[172, 747, 322, 755]
index-item: Good Bros., Watchmakers and Jewelers. bbox=[172, 1103, 274, 1111]
calendar-row-cell: 5 bbox=[402, 549, 412, 558]
index-item: Morse, H., Royal Oak Hotel, Matawhero. bbox=[172, 1256, 277, 1264]
index-item: Graham & Co., Wine and Spirit Merchants. bbox=[172, 1095, 282, 1103]
index-item: Loan and Mercantile Agency Co. bbox=[172, 1232, 256, 1240]
shipping-heading: SHIPPING. bbox=[60, 41, 112, 51]
turf-club-heading: POVERTY BAY TURF CLUB. bbox=[968, 403, 1100, 414]
